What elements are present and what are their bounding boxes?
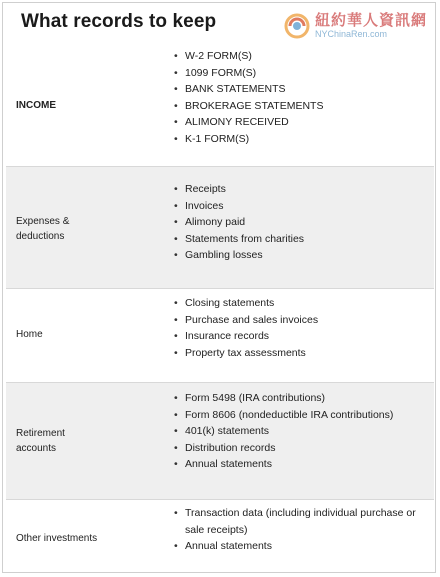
list-item: • Distribution records (172, 440, 422, 457)
list-item: • Property tax assessments (172, 345, 422, 362)
list-item: • Statements from charities (172, 231, 422, 248)
list-item: • Form 8606 (nondeductible IRA contributions) (172, 407, 422, 424)
list-item: • Insurance records (172, 328, 422, 345)
table-row-expenses (6, 167, 434, 289)
list-item: • Alimony paid (172, 214, 422, 231)
list-item: • Gambling losses (172, 247, 422, 264)
row-label: Home (16, 329, 43, 340)
list-item: • K-1 FORM(S) (172, 131, 422, 148)
list-item: • 401(k) statements (172, 423, 422, 440)
watermark-chinese: 紐約華人資訊網 (314, 12, 427, 29)
list-item: • Annual statements (172, 456, 422, 473)
records-card (2, 2, 436, 573)
list-item: • ALIMONY RECEIVED (172, 114, 422, 131)
record-list (172, 48, 422, 148)
list-item: • Form 5498 (IRA contributions) (172, 390, 422, 407)
watermark-logo-icon (284, 13, 310, 39)
row-label: Expenses & deductions (16, 216, 70, 242)
record-list (172, 390, 422, 473)
list-item: • BROKERAGE STATEMENTS (172, 98, 422, 115)
table-row-other-investments (6, 500, 434, 573)
list-item: • Transaction data (including individual purchase or sale receipts) (172, 505, 417, 538)
page-title: What records to keep (21, 11, 217, 32)
list-item: • Purchase and sales invoices (172, 312, 422, 329)
table-row-income (6, 45, 434, 167)
record-list (172, 295, 422, 361)
watermark (284, 11, 427, 41)
record-list (172, 181, 422, 264)
row-label: INCOME (16, 100, 56, 111)
row-label: Other investments (16, 533, 98, 544)
list-item: • Closing statements (172, 295, 422, 312)
list-item: • Annual statements (172, 538, 417, 555)
list-item: • W-2 FORM(S) (172, 48, 422, 65)
row-label: Retirement accounts (16, 428, 65, 454)
table-row-home (6, 289, 434, 383)
watermark-english: NYChinaRen.com (314, 29, 388, 39)
table-row-retirement (6, 383, 434, 500)
list-item: • Invoices (172, 198, 422, 215)
list-item: • Receipts (172, 181, 422, 198)
list-item: • BANK STATEMENTS (172, 81, 422, 98)
record-list (172, 505, 417, 555)
list-item: • 1099 FORM(S) (172, 65, 422, 82)
